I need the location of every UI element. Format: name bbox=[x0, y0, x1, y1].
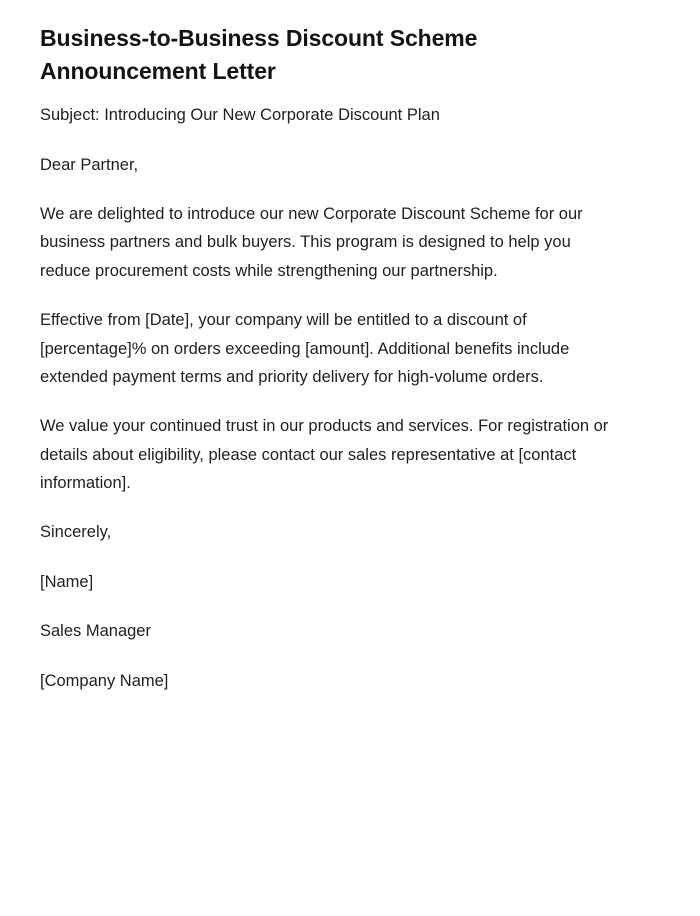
closing: Sincerely, bbox=[40, 523, 112, 542]
subject-line: Subject: Introducing Our New Corporate Discount Plan bbox=[40, 106, 440, 125]
signature-company: [Company Name] bbox=[40, 671, 169, 690]
body-paragraph-3: We value your continued trust in our products and services. For registration or details about eligibility, please contact our sales representative at [contact information]. bbox=[40, 417, 609, 493]
signature-name: [Name] bbox=[40, 572, 94, 591]
signature-role: Sales Manager bbox=[40, 622, 151, 641]
body-paragraph-1: We are delighted to introduce our new Corporate Discount Scheme for our business partners and bulk buyers. This program is designed to help you reduce procurement costs while strengthening our partnership. bbox=[40, 205, 583, 280]
page-title: Business-to-Business Discount Scheme Announcement Letter bbox=[40, 25, 478, 84]
body-paragraph-2: Effective from [Date], your company will be entitled to a discount of [percentage]% on orders exceeding [amount]. Additional benefits include extended payment terms and priority delivery for high-volume orders. bbox=[40, 311, 570, 386]
salutation: Dear Partner, bbox=[40, 155, 139, 174]
